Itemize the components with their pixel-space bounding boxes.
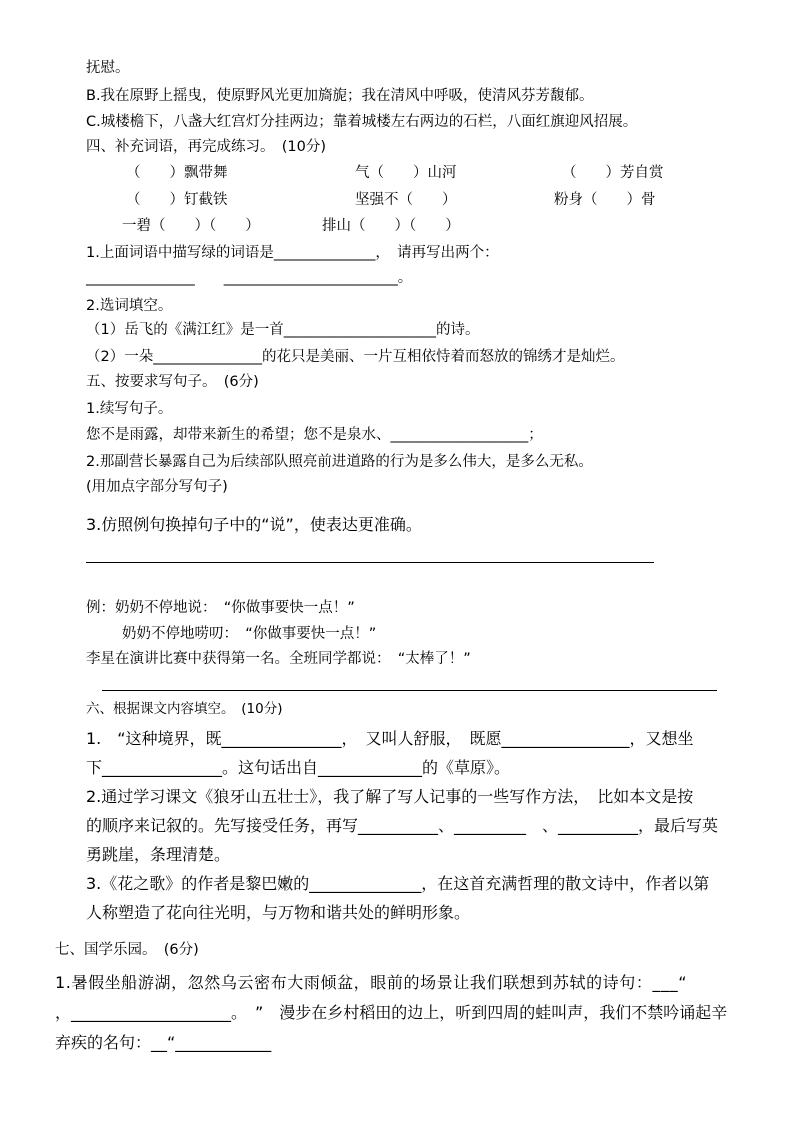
question-5-2: 2.那副营长暴露自己为后续部队照亮前进道路的行为是多么伟大，是多么无私。 — [86, 454, 593, 470]
word-fill-item: （ ）芳自赏 — [562, 165, 664, 181]
example-line: 例：奶奶不停地说： “你做事要快一点！” — [86, 600, 355, 616]
question-6-2-c: 勇跳崖，条理清楚。 — [86, 845, 231, 864]
word-fill-item: 粉身（ ）骨 — [554, 192, 656, 208]
answer-line — [102, 690, 717, 691]
question-7-1-c: 弃疾的名句：__“____________ — [55, 1033, 272, 1052]
word-fill-item: （ ）钉截铁 — [126, 192, 228, 208]
answer-blanks: _______________ ________________________。 — [86, 270, 413, 286]
question-5-3: 3.仿照例句换掉句子中的“说”，使表达更准确。 — [86, 515, 422, 534]
question-4-1: 1.上面词语中描写绿的词语是______________， 请再写出两个： — [86, 245, 499, 261]
question-6-1-a: 1. “这种境界，既_______________， 又叫人舒服， 既愿________________，又想坐 — [86, 729, 694, 748]
answer-line — [86, 562, 654, 563]
example-sentence: 李星在演讲比赛中获得第一名。全班同学都说： “太棒了！” — [86, 651, 471, 667]
question-5-1: 1.续写句子。 — [86, 401, 173, 417]
text-line: 抚慰。 — [86, 60, 130, 76]
question-5-2-a: (用加点字部分写句子) — [86, 479, 228, 495]
example-line: 奶奶不停地唠叨： “你做事要快一点！” — [122, 626, 377, 642]
question-4-2-a: （1）岳飞的《满江红》是一首_____________________的诗。 — [86, 322, 480, 338]
section-5-title: 五、按要求写句子。 (6分) — [86, 374, 259, 390]
option-c: C.城楼檐下，八盏大红宫灯分挂两边；靠着城楼左右两边的石栏，八面红旗迎风招展。 — [86, 114, 638, 130]
option-b: B.我在原野上摇曳，使原野风光更加旖旎；我在清风中呼吸，使清风芬芳馥郁。 — [86, 88, 594, 104]
question-4-2-b: （2）一朵_______________的花只是美丽、一片互相依恃着而怒放的锦绣才是灿烂。 — [86, 349, 625, 365]
question-6-2-b: 的顺序来记叙的。先写接受任务，再写__________、_________ 、__________，最后写英 — [86, 816, 719, 835]
question-6-3-b: 人称塑造了花向往光明，与万物和谐共处的鲜明形象。 — [86, 903, 471, 922]
question-6-2-a: 2.通过学习课文《狼牙山五壮士》，我了解了写人记事的一些写作方法， 比如本文是按 — [86, 787, 694, 806]
question-7-1-b: ，____________________。 ” 漫步在乡村稻田的边上，听到四周的蛙叫声，我们不禁吟诵起辛 — [55, 1003, 728, 1022]
word-fill-item: 气（ ）山河 — [355, 165, 457, 181]
question-4-2: 2.选词填空。 — [86, 298, 173, 314]
word-fill-item: 坚强不（ ） — [355, 192, 457, 208]
question-5-1-a: 您不是雨露，却带来新生的希望；您不是泉水、___________________； — [86, 427, 543, 443]
question-6-1-b: 下_______________。这句话出自_____________的《草原》。 — [86, 758, 511, 777]
section-6-title: 六、根据课文内容填空。 (10分) — [86, 701, 283, 717]
section-7-title: 七、国学乐园。 (6分) — [55, 942, 199, 958]
question-7-1-a: 1.暑假坐船游湖，忽然乌云密布大雨倾盆，眼前的场景让我们联想到苏轼的诗句：___“ — [55, 973, 688, 992]
question-6-3-a: 3.《花之歌》的作者是黎巴嫩的______________，在这首充满哲理的散文诗中，作者以第 — [86, 874, 710, 893]
word-fill-item: 排山（ ）（ ） — [322, 218, 460, 234]
section-4-title: 四、补充词语，再完成练习。 (10分) — [86, 139, 327, 155]
word-fill-item: （ ）飘带舞 — [126, 165, 228, 181]
word-fill-item: 一碧（ ）（ ） — [122, 218, 260, 234]
